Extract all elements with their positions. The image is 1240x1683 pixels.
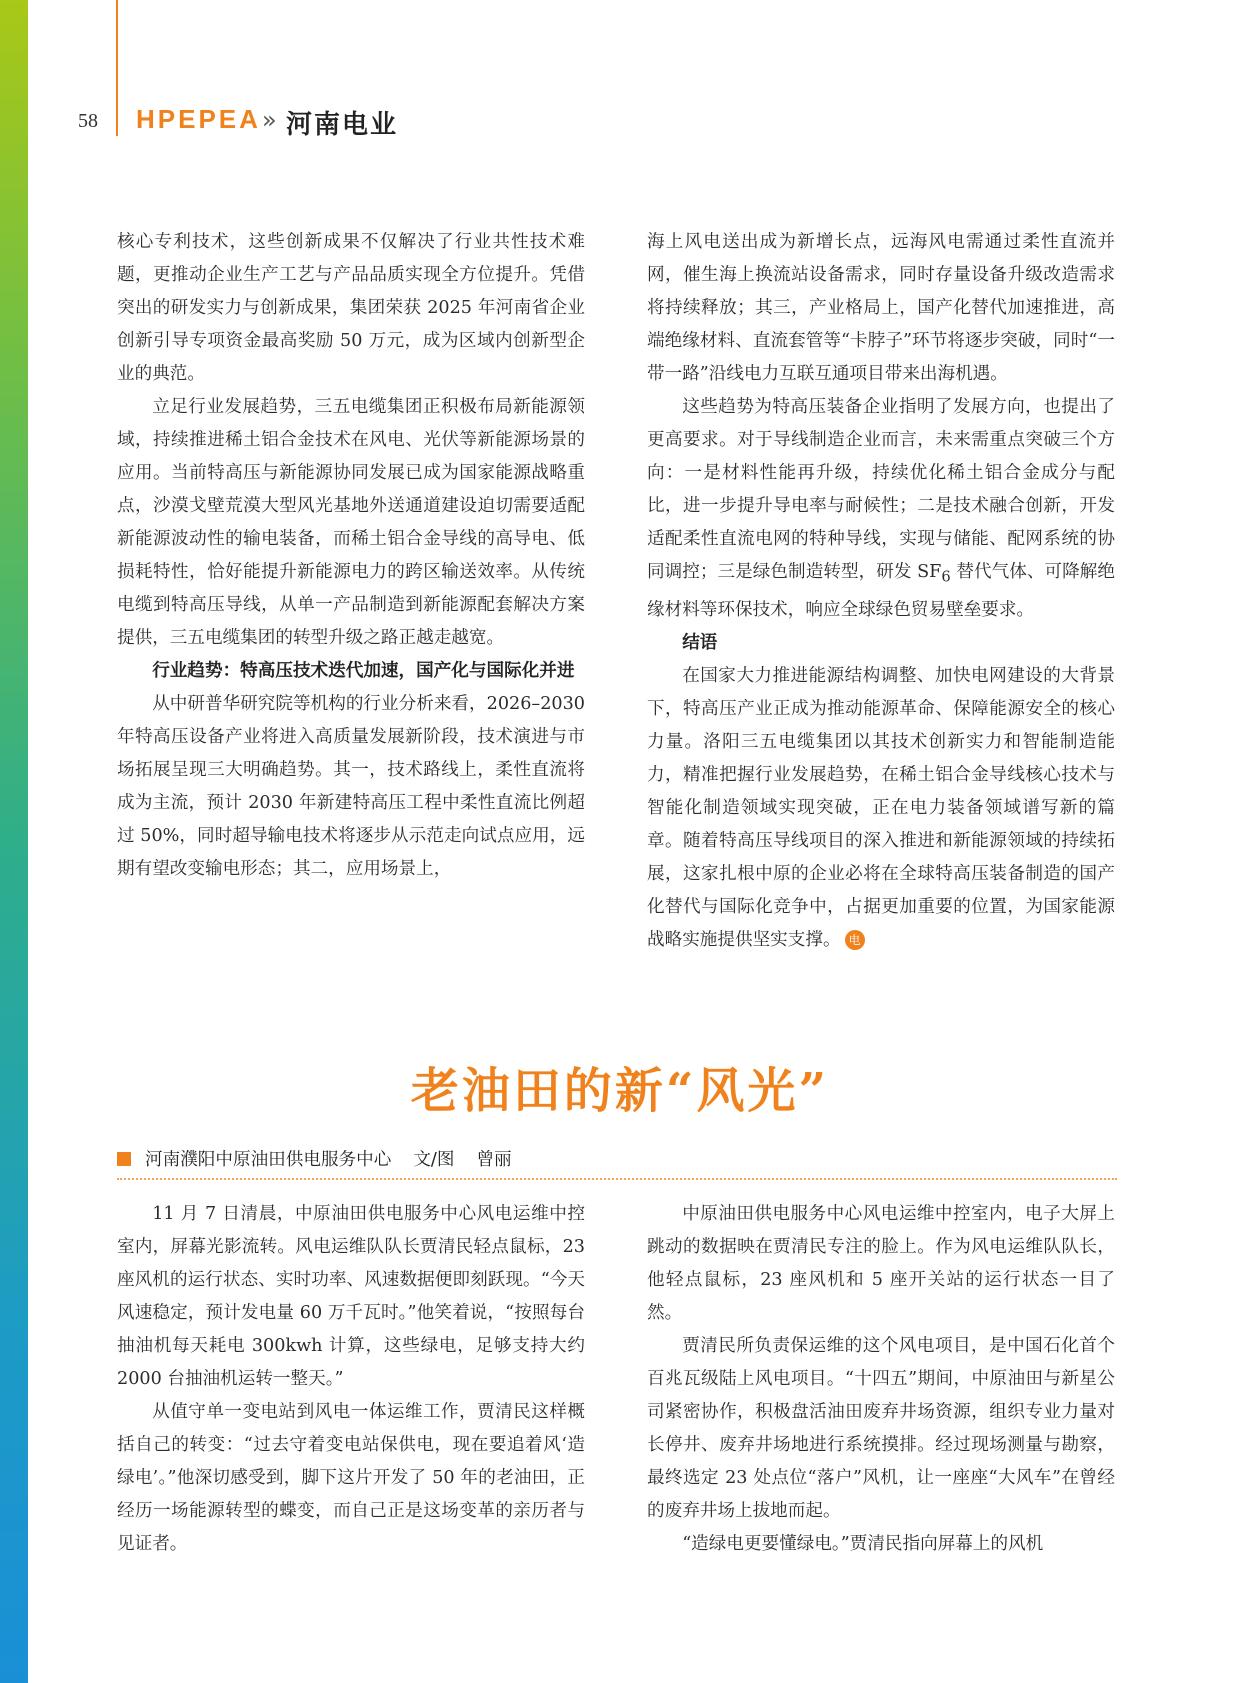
paragraph: 中原油田供电服务中心风电运维中控室内，电子大屏上跳动的数据映在贾清民专注的脸上。作为风电运维队队长，他轻点鼠标，23 座风机和 5 座开关站的运行状态一目了然。 <box>647 1204 1115 1323</box>
brand-separator: » <box>262 106 277 134</box>
paragraph: 海上风电送出成为新增长点，远海风电需通过柔性直流并网，催生海上换流站设备需求，同时存量设备升级改造需求将持续释放；其三，产业格局上，国产化替代加速推进，高端绝缘材料、直流套管等“卡脖子”环节将逐步突破，同时“一带一路”沿线电力互联互通项目带来出海机遇。 <box>647 232 1115 384</box>
dotted-divider <box>117 1178 1117 1180</box>
section-heading: 行业趋势：特高压技术迭代加速，国产化与国际化并进 <box>152 661 575 681</box>
article-title: 老油田的新“风光” <box>410 1063 830 1119</box>
paragraph: 核心专利技术，这些创新成果不仅解决了行业共性技术难题，更推动企业生产工艺与产品品质实现全方位提升。凭借突出的研发实力与创新成果，集团荣获 2025 年河南省企业创新引导专项资金最高奖励 50 万元，成为区域内创新型企业的典范。 <box>117 232 585 384</box>
byline-role: 文/图 <box>413 1150 455 1170</box>
prev-article-right-column <box>647 226 1115 957</box>
header-divider <box>116 0 118 136</box>
side-color-bar <box>0 0 28 1683</box>
byline-author: 曾丽 <box>476 1150 512 1170</box>
article-left-column <box>117 1198 585 1561</box>
paragraph: 贾清民所负责保运维的这个风电项目，是中国石化首个百兆瓦级陆上风电项目。“十四五”期间，中原油田与新星公司紧密协作，积极盘活油田废弃井场资源，组织专业力量对长停井、废弃井场地进行系统摸排。经过现场测量与勘察，最终选定 23 处点位“落户”风机，让一座座“大风车”在曾经的废弃井场上拔地而起。 <box>647 1336 1115 1521</box>
byline-organization: 河南濮阳中原油田供电服务中心 <box>145 1150 392 1170</box>
paragraph: 从值守单一变电站到风电一体运维工作，贾清民这样概括自己的转变：“过去守着变电站保供电，现在要追着风‘造绿电’。”他深切感受到，脚下这片开发了 50 年的老油田，正经历一场能源转型的蝶变，而自己正是这场变革的亲历者与见证者。 <box>117 1402 585 1554</box>
paragraph: 从中研普华研究院等机构的行业分析来看，2026–2030 年特高压设备产业将进入高质量发展新阶段，技术演进与市场拓展呈现三大明确趋势。其一，技术路线上，柔性直流将成为主流，预计 2030 年新建特高压工程中柔性直流比例超过 50%，同时超导输电技术将逐步从示范走向试点应用，远期有望改变输电形态；其二，应用场景上， <box>117 694 585 879</box>
paragraph <box>647 660 1115 957</box>
prev-article-left-column <box>117 226 585 886</box>
subscript: 6 <box>941 568 951 586</box>
magazine-name: 河南电业 <box>286 110 399 140</box>
text-run: 替代气体、可降解绝缘材料等环保技术，响应全球绿色贸易壁垒要求。 <box>647 562 1116 620</box>
text-run: 这些趋势为特高压装备企业指明了发展方向，也提出了更高要求。对于导线制造企业而言，未来需重点突破三个方向：一是材料性能再升级，持续优化稀土铝合金成分与配比，进一步提升导电率与耐候性；二是技术融合创新，开发适配柔性直流电网的特种导线，实现与储能、配网系统的协同调控；三是绿色制造转型，研发 SF <box>647 397 1115 582</box>
end-mark-icon: 电 <box>845 930 865 950</box>
text-run: 在国家大力推进能源结构调整、加快电网建设的大背景下，特高压产业正成为推动能源革命、保障能源安全的核心力量。洛阳三五电缆集团以其技术创新实力和智能制造能力，精准把握行业发展趋势，在稀土铝合金导线核心技术与智能化制造领域实现突破，正在电力装备领域谱写新的篇章。随着特高压导线项目的深入推进和新能源领域的持续拓展，这家扎根中原的企业必将在全球特高压装备制造的国产化替代与国际化竞争中，占据更加重要的位置，为国家能源战略实施提供坚实支撑。 <box>647 665 1115 950</box>
square-bullet-icon <box>117 1152 131 1166</box>
paragraph: 立足行业发展趋势，三五电缆集团正积极布局新能源领域，持续推进稀土铝合金技术在风电、光伏等新能源场景的应用。当前特高压与新能源协同发展已成为国家能源战略重点，沙漠戈壁荒漠大型风光基地外送通道建设迫切需要适配新能源波动性的输电装备，而稀土铝合金导线的高导电、低损耗特性，恰好能提升新能源电力的跨区输送效率。从传统电缆到特高压导线，从单一产品制造到新能源配套解决方案提供，三五电缆集团的转型升级之路正越走越宽。 <box>117 397 585 648</box>
paragraph: “造绿电更要懂绿电。”贾清民指向屏幕上的风机 <box>682 1534 1044 1554</box>
page-number: 58 <box>78 110 98 132</box>
byline <box>117 1146 512 1171</box>
article-right-column <box>647 1198 1115 1561</box>
magazine-logo: HPEPEA <box>136 104 261 134</box>
paragraph <box>647 391 1115 627</box>
section-heading: 结语 <box>682 632 718 653</box>
paragraph: 11 月 7 日清晨，中原油田供电服务中心风电运维中控室内，屏幕光影流转。风电运维队队长贾清民轻点鼠标，23 座风机的运行状态、实时功率、风速数据便即刻跃现。“今天风速稳定，预计发电量 60 万千瓦时。”他笑着说，“按照每台抽油机每天耗电 300kwh 计算，这些绿电，足够支持大约 2000 台抽油机运转一整天。” <box>117 1204 585 1389</box>
